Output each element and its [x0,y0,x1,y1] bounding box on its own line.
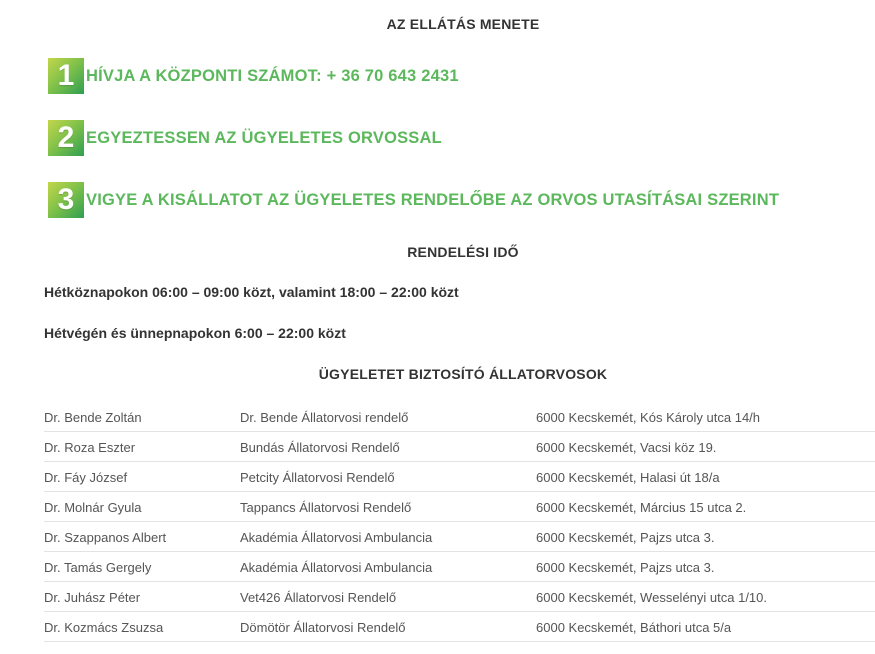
process-title: AZ ELLÁTÁS MENETE [386,16,540,32]
vet-name: Dr. Bende Zoltán [44,410,142,425]
step-number-badge: 2 [48,120,84,156]
table-row [44,462,875,492]
clinic-name: Dr. Bende Állatorvosi rendelő [240,410,409,425]
vet-name: Dr. Roza Eszter [44,440,136,455]
table-row [44,402,875,432]
vets-table [44,402,875,642]
clinic-address: 6000 Kecskemét, Március 15 utca 2. [536,500,747,515]
table-row [44,552,875,582]
table-row [44,612,875,642]
table-row [44,522,875,552]
clinic-name: Akadémia Állatorvosi Ambulancia [240,560,433,575]
clinic-address: 6000 Kecskemét, Báthori utca 5/a [536,620,732,635]
clinic-name: Dömötör Állatorvosi Rendelő [240,620,406,635]
clinic-address: 6000 Kecskemét, Wesselényi utca 1/10. [536,590,767,605]
step-number-badge: 3 [48,182,84,218]
clinic-name: Akadémia Állatorvosi Ambulancia [240,530,433,545]
vet-name: Dr. Szappanos Albert [44,530,167,545]
step-3 [48,182,779,218]
weekday-hours: Hétköznapokon 06:00 – 09:00 közt, valamint 18:00 – 22:00 közt [44,284,459,300]
table-row [44,492,875,522]
step-number-badge: 1 [48,58,84,94]
vet-name: Dr. Juhász Péter [44,590,141,605]
clinic-name: Bundás Állatorvosi Rendelő [240,440,400,455]
clinic-address: 6000 Kecskemét, Pajzs utca 3. [536,560,715,575]
step-2 [48,120,442,156]
vet-name: Dr. Molnár Gyula [44,500,142,515]
hours-title: RENDELÉSI IDŐ [407,244,519,260]
step-1 [48,58,459,94]
vet-name: Dr. Fáy József [44,470,128,485]
table-row [44,582,875,612]
clinic-name: Vet426 Állatorvosi Rendelő [240,590,397,605]
weekend-hours: Hétvégén és ünnepnapokon 6:00 – 22:00 közt [44,325,346,341]
clinic-name: Tappancs Állatorvosi Rendelő [240,500,412,515]
vet-name: Dr. Tamás Gergely [44,560,152,575]
step-text: EGYEZTESSEN AZ ÜGYELETES ORVOSSAL [86,128,442,147]
clinic-address: 6000 Kecskemét, Kós Károly utca 14/h [536,410,761,425]
table-row [44,432,875,462]
clinic-address: 6000 Kecskemét, Vacsi köz 19. [536,440,717,455]
clinic-address: 6000 Kecskemét, Halasi út 18/a [536,470,720,485]
step-text: VIGYE A KISÁLLATOT AZ ÜGYELETES RENDELŐBE AZ ORVOS UTASÍTÁSAI SZERINT [86,190,780,209]
step-text: HÍVJA A KÖZPONTI SZÁMOT: + 36 70 643 2431 [86,66,459,85]
clinic-name: Petcity Állatorvosi Rendelő [240,470,395,485]
vets-title: ÜGYELETET BIZTOSÍTÓ ÁLLATORVOSOK [318,366,608,382]
vet-name: Dr. Kozmács Zsuzsa [44,620,164,635]
clinic-address: 6000 Kecskemét, Pajzs utca 3. [536,530,715,545]
